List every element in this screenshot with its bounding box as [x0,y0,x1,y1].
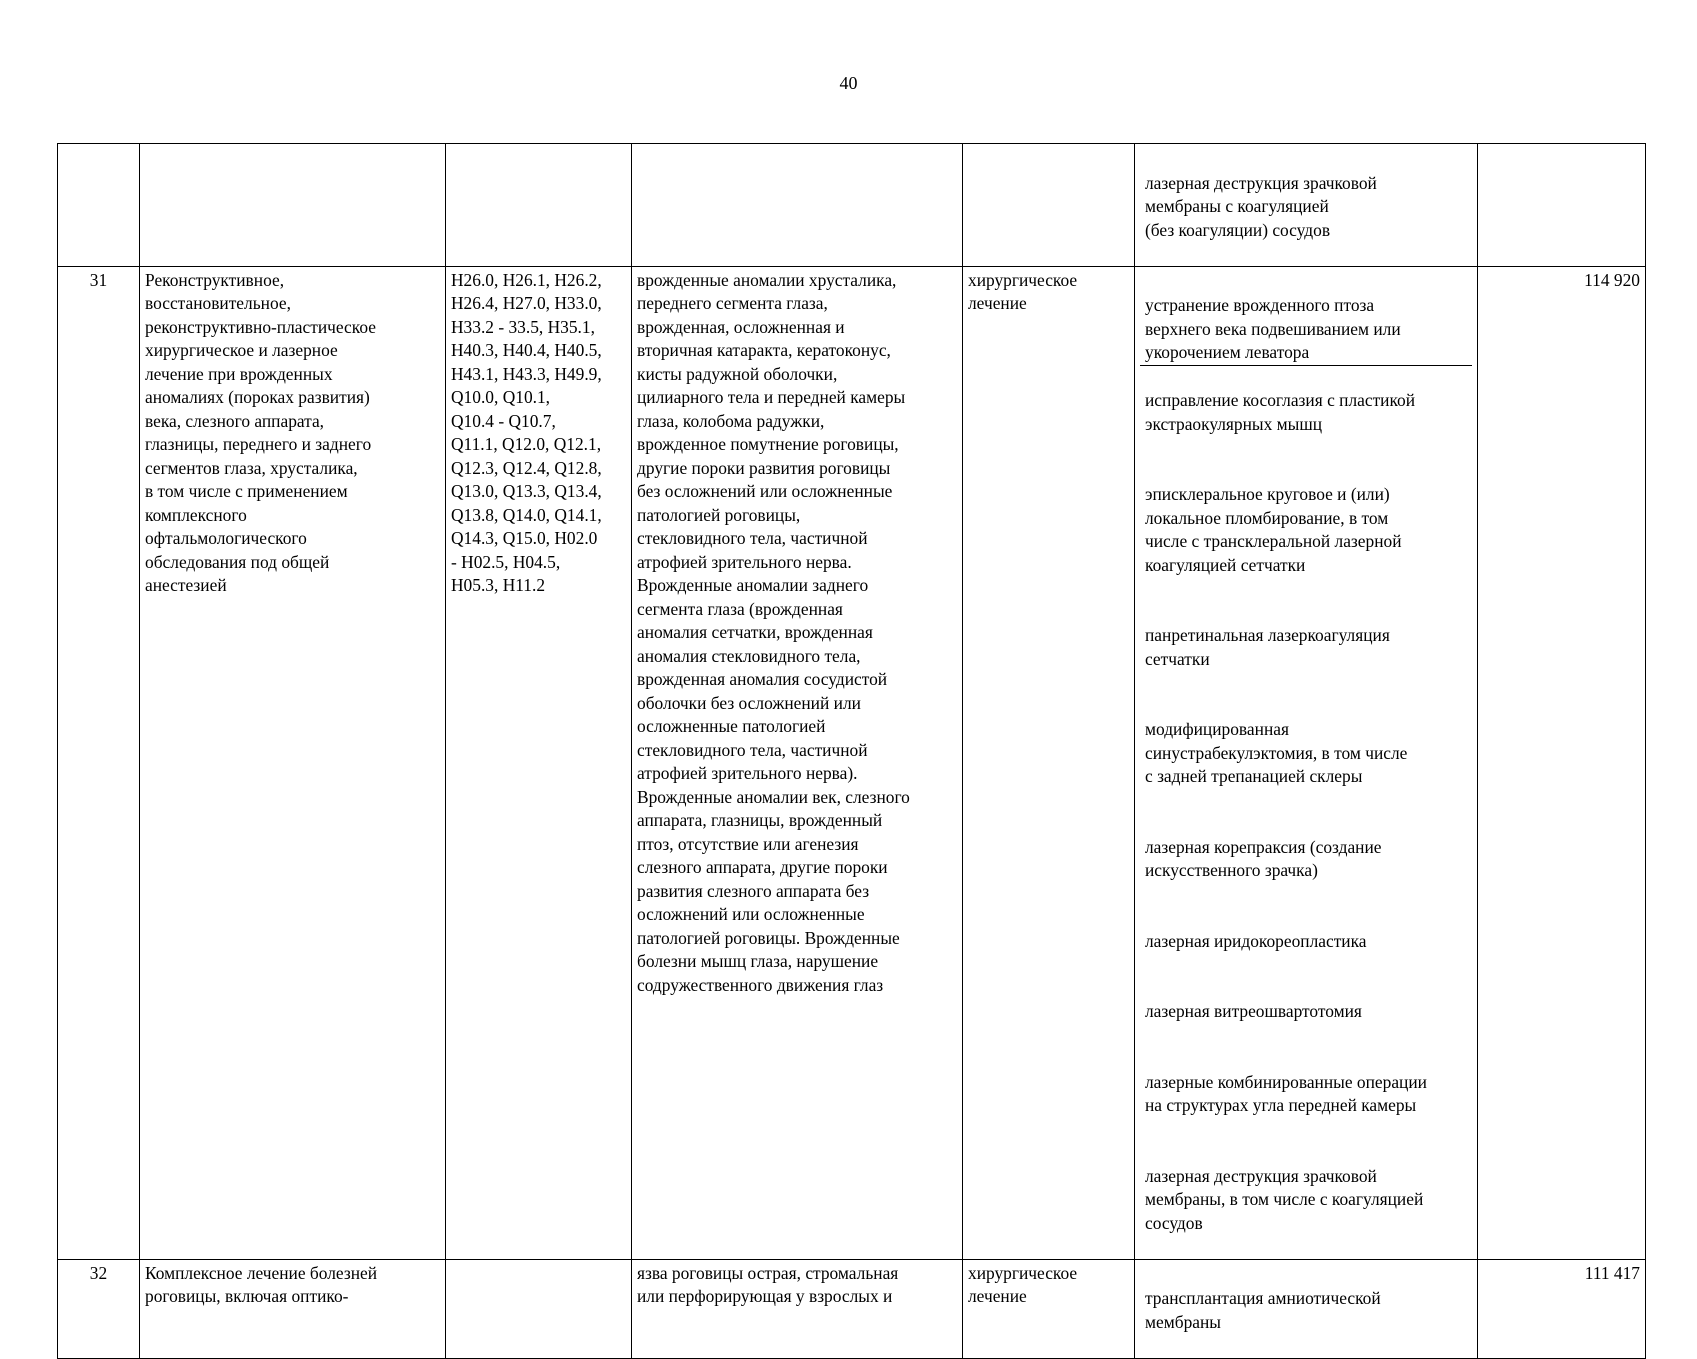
medical-services-table [57,143,1646,1359]
method-item: модифицированная синустрабекулэктомия, в том числе с задней трепанацией склеры [1145,719,1408,786]
method-item: панретинальная лазеркоагуляция сетчатки [1145,625,1390,669]
method-item: лазерная иридокореопластика [1145,930,1367,951]
page-number: 40 [839,73,858,93]
method-item: исправление косоглазия с пластикой экстраокулярных мышц [1145,390,1416,434]
row-number [58,144,140,267]
treatment-methods [1135,144,1478,267]
patient-model [632,144,963,267]
service-name: Комплексное лечение болезней роговицы, включая оптико- [140,1259,446,1358]
method-item: эписклеральное круговое и (или) локальное пломбирование, в том числе с трансклеральной лазерной коагуляцией сетчатки [1145,484,1402,575]
table-row [58,1259,1646,1358]
treatment-type [963,144,1135,267]
treatment-methods [1135,266,1478,1259]
treatment-type: хирургическое лечение [963,266,1135,1259]
icd-codes [446,144,632,267]
method-item: трансплантация амниотической мембраны [1145,1288,1381,1332]
icd-codes [446,1259,632,1358]
method-item: лазерные комбинированные операции на структурах угла передней камеры [1145,1071,1427,1115]
method-item: лазерная деструкция зрачковой мембраны, в том числе с коагуляцией сосудов [1145,1165,1424,1233]
price: 114 920 [1478,266,1646,1259]
price [1478,144,1646,267]
method-item: лазерная корепраксия (создание искусственного зрачка) [1145,836,1382,880]
table-row [58,144,1646,267]
service-name [140,144,446,267]
patient-model: врожденные аномалии хрусталика, переднего сегмента глаза, врожденная, осложненная и вторичная катаракта, кератоконус, кисты радужной оболочки, цилиарного тела и передней камеры глаза, колобома радужки, врожденное помутнение роговицы, другие пороки развития роговицы без осложнений или осложненные патологией роговицы, стекловидного тела, частичной атрофией зрительного нерва. Врожденные аномалии заднего сегмента глаза (врожденная аномалия сетчатки, врожденная аномалия стекловидного тела, врожденная аномалия сосудистой оболочки без осложнений или осложненные патологией стекловидного тела, частичной атрофией зрительного нерва). Врожденные аномалии век, слезного аппарата, глазницы, врожденный птоз, отсутствие или агенезия слезного аппарата, другие пороки развития слезного аппарата без осложнений или осложненные патологией роговицы. Врожденные болезни мышц глаза, нарушение содружественного движения глаз [632,266,963,1259]
row-number: 31 [58,266,140,1259]
table-row [58,266,1646,1259]
service-name: Реконструктивное, восстановительное, реконструктивно-пластическое хирургическое и лазерное лечение при врожденных аномалиях (пороках развития) века, слезного аппарата, глазницы, переднего и заднего сегментов глаза, хрусталика, в том числе с применением комплексного офтальмологического обследования под общей анестезией [140,266,446,1259]
icd-codes: H26.0, H26.1, H26.2, H26.4, H27.0, H33.0, H33.2 - 33.5, H35.1, H40.3, H40.4, H40.5, H43.1, H43.3, H49.9, Q10.0, Q10.1, Q10.4 - Q10.7, Q11.1, Q12.0, Q12.1, Q12.3, Q12.4, Q12.8, Q13.0, Q13.3, Q13.4, Q13.8, Q14.0, Q14.1, Q14.3, Q15.0, H02.0 - H02.5, H04.5, H05.3, H11.2 [446,266,632,1259]
row-number: 32 [58,1259,140,1358]
treatment-type: хирургическое лечение [963,1259,1135,1358]
method-item: лазерная деструкция зрачковой мембраны с коагуляцией (без коагуляции) сосудов [1145,172,1377,240]
method-item: лазерная витреошвартотомия [1145,1001,1362,1021]
price: 111 417 [1478,1259,1646,1358]
treatment-methods [1135,1259,1478,1358]
patient-model: язва роговицы острая, стромальная или перфорирующая у взрослых и [632,1259,963,1358]
method-item: устранение врожденного птоза верхнего века подвешиванием или укорочением леватора [1140,292,1472,366]
